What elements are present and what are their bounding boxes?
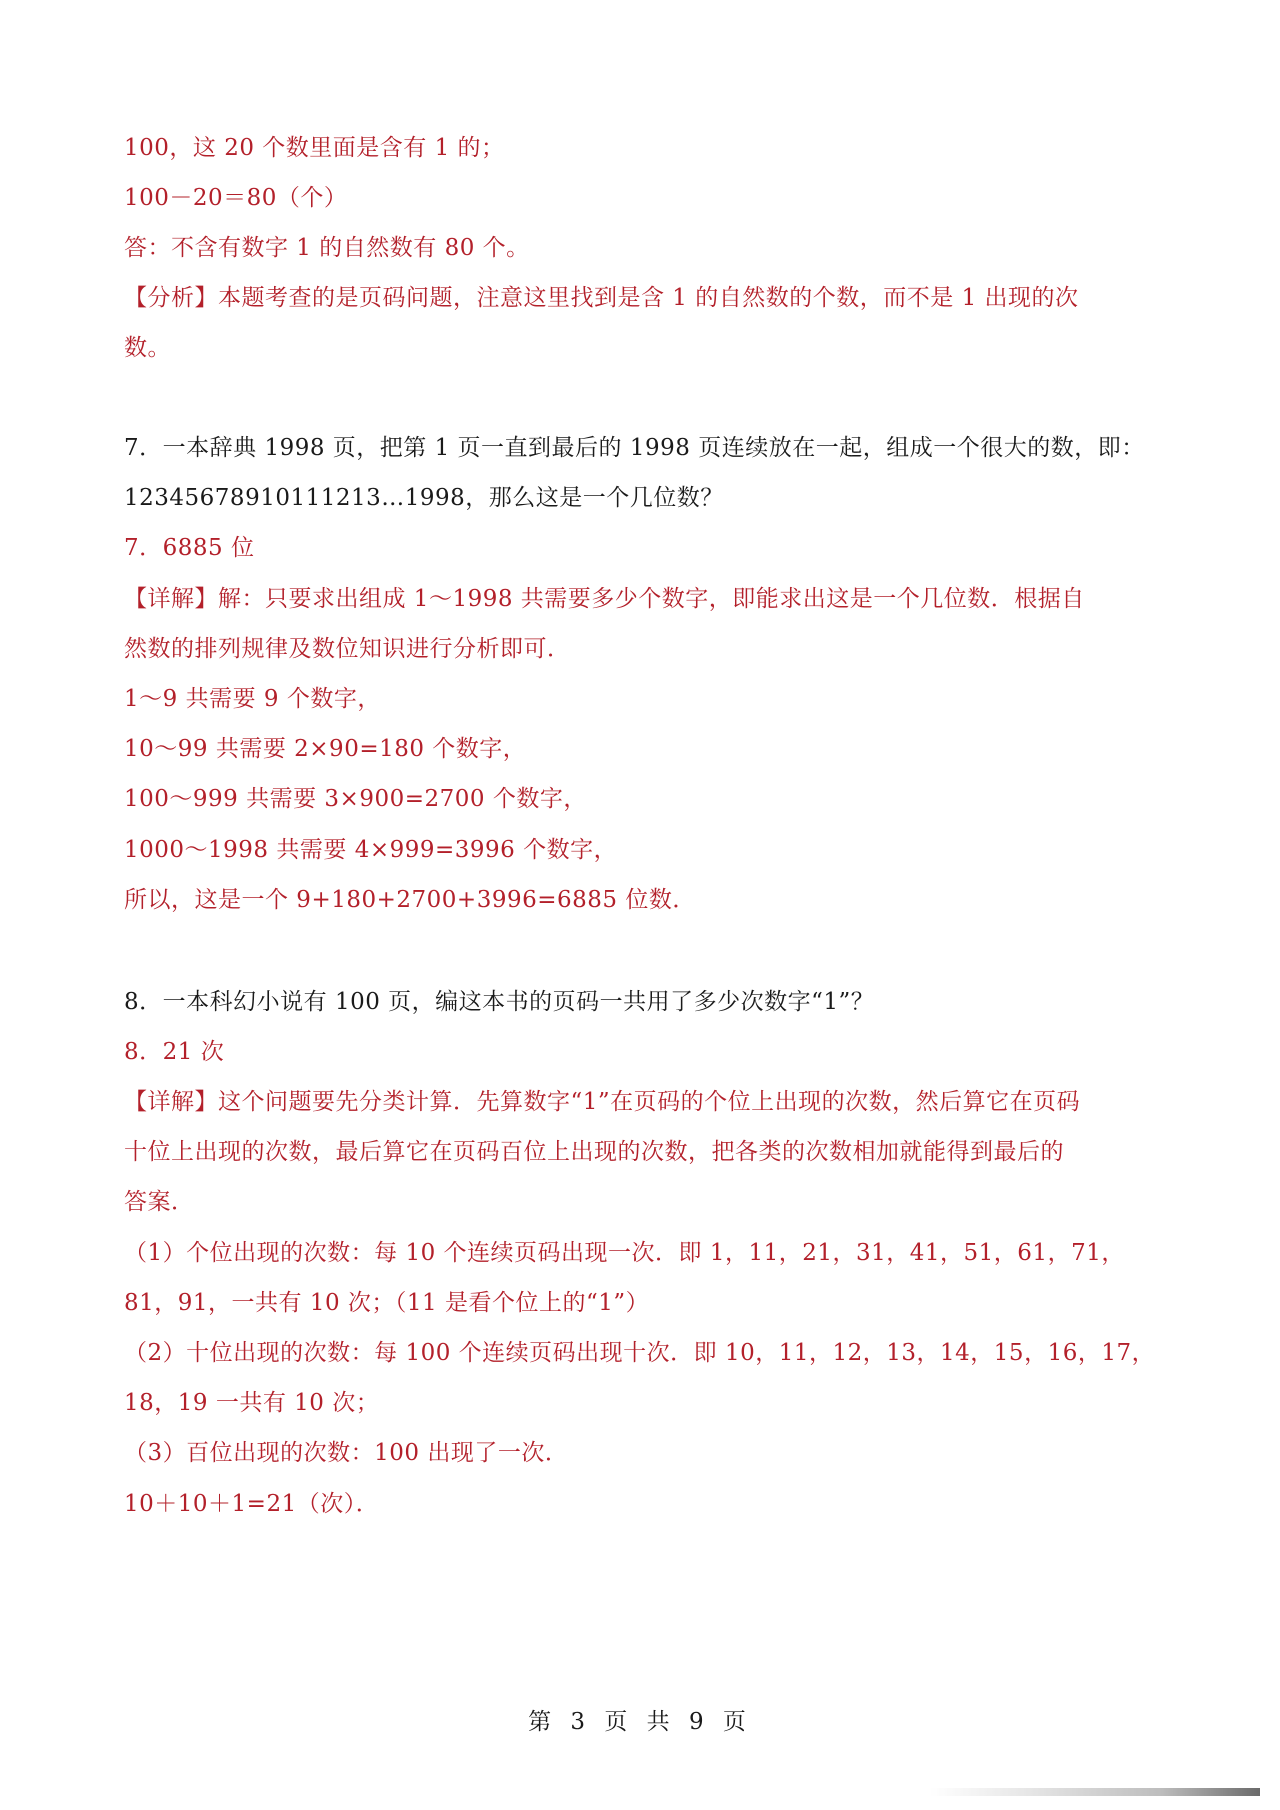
analysis-tag: 【分析】 (124, 285, 218, 311)
explanation-8-line-8: （3）百位出现的次数：100 出现了一次． (124, 1440, 569, 1466)
explanation-8-line-6: （2）十位出现的次数：每 100 个连续页码出现十次．即 10，11，12，13，14，15，16，17， (124, 1340, 1156, 1366)
explanation-text: 解：只要求出组成 1～1998 共需要多少个数字，即能求出这是一个几位数．根据自 (218, 586, 1085, 612)
explanation-8-line-2: 十位上出现的次数，最后算它在页码百位上出现的次数，把各类的次数相加就能得到最后的 (124, 1139, 1064, 1165)
analysis-line (124, 283, 1079, 313)
answer-line: 答：不含有数字 1 的自然数有 80 个。 (124, 235, 530, 261)
answer-7: 7．6885 位 (124, 535, 255, 561)
scan-shadow-bar (930, 1788, 1260, 1796)
explanation-8-line-4: （1）个位出现的次数：每 10 个连续页码出现一次．即 1，11，21，31，41，51，61，71， (124, 1240, 1125, 1266)
solution-line: 100－20＝80（个） (124, 185, 348, 211)
question-7-line-2: 12345678910111213…1998，那么这是一个几位数？ (124, 485, 724, 511)
explanation-7-line-5: 100～999 共需要 3×900=2700 个数字， (124, 786, 587, 812)
explanation-7-line-1 (124, 584, 1085, 614)
solution-line: 100，这 20 个数里面是含有 1 的； (124, 135, 505, 161)
explanation-8-line-1 (124, 1087, 1080, 1117)
explanation-7-line-6: 1000～1998 共需要 4×999=3996 个数字， (124, 837, 618, 863)
explanation-tag: 【详解】 (124, 1089, 218, 1115)
explanation-8-line-9: 10＋10＋1=21（次）． (124, 1491, 380, 1517)
question-7-line-1: 7．一本辞典 1998 页，把第 1 页一直到最后的 1998 页连续放在一起，组成一个很大的数，即： (124, 435, 1145, 461)
explanation-8-line-3: 答案． (124, 1189, 195, 1215)
question-8: 8．一本科幻小说有 100 页，编这本书的页码一共用了多少次数字“1”？ (124, 989, 875, 1015)
explanation-7-line-3: 1～9 共需要 9 个数字， (124, 686, 381, 712)
explanation-7-line-4: 10～99 共需要 2×90=180 个数字， (124, 736, 527, 762)
page-number-footer: 第 3 页 共 9 页 (528, 1709, 752, 1735)
explanation-7-line-7: 所以，这是一个 9+180+2700+3996=6885 位数． (124, 887, 696, 913)
answer-8: 8．21 次 (124, 1039, 225, 1065)
explanation-8-line-7: 18，19 一共有 10 次； (124, 1390, 380, 1416)
explanation-8-line-5: 81，91，一共有 10 次；（11 是看个位上的“1”） (124, 1290, 650, 1316)
analysis-text: 本题考查的是页码问题，注意这里找到是含 1 的自然数的个数，而不是 1 出现的次 (218, 285, 1079, 311)
explanation-tag: 【详解】 (124, 586, 218, 612)
analysis-line: 数。 (124, 335, 171, 361)
explanation-text: 这个问题要先分类计算．先算数字“1”在页码的个位上出现的次数，然后算它在页码 (218, 1089, 1081, 1115)
explanation-7-line-2: 然数的排列规律及数位知识进行分析即可． (124, 636, 571, 662)
